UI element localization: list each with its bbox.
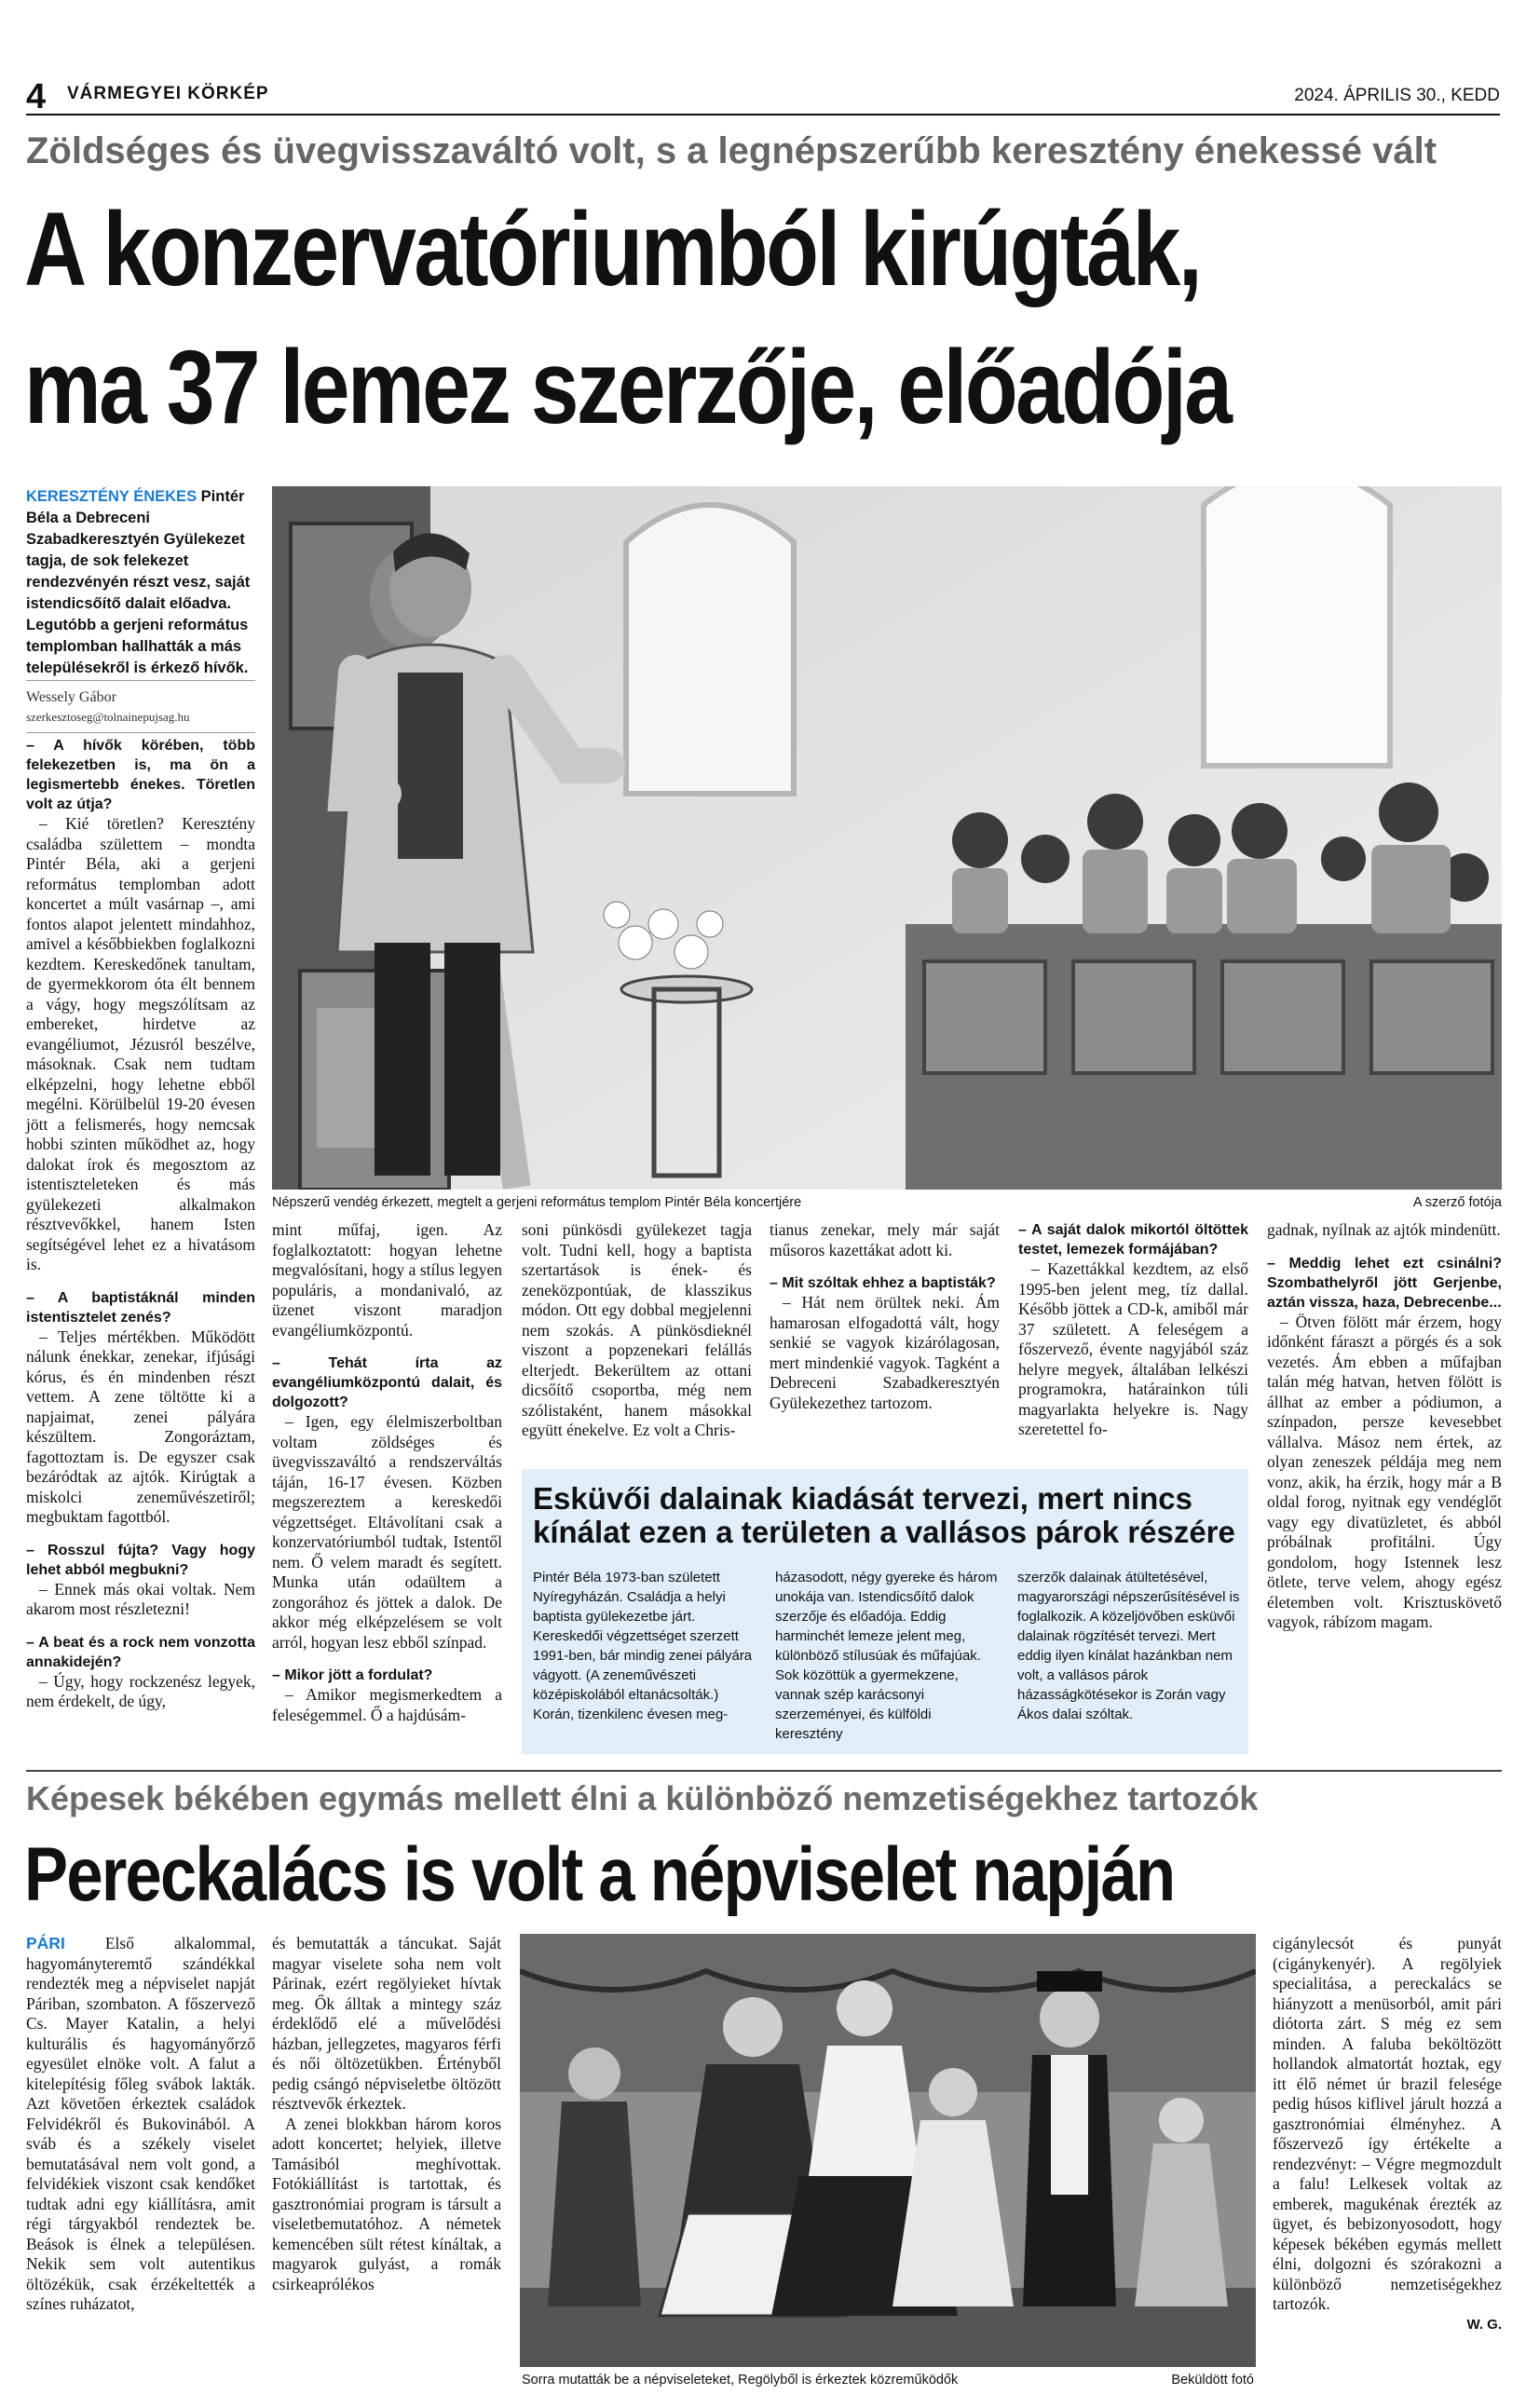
lead-label: KERESZTÉNY ÉNEKES [26,488,198,505]
interview-question: – Meddig lehet ezt csinálni? Szombathelyről jött Gerjenbe, aztán vissza, haza, Debrecenbe... [1267,1255,1502,1311]
interview-answer: – Kazettákkal kezdtem, az első 1995-ben jelent meg, tíz dallal. Később jöttek a CD-k, amiből már 37 született. A feleségem a főszervező, évente nagyjából száz helyre megyek, általában lelkészi programokra, határainkon túli magyarlakta helyekre is. Nagy szeretettel fo- [1018,1259,1248,1438]
article2-col2b-text: A zenei blokkban három koros adott koncertet; helyiek, illetve Tamásiból meghívottak. Fotókiállítást is tartottak, és gasztronómiai program is társult a viseletbemutatóhoz. A németek kemencében sült rétest kínáltak, a magyarok gulyást, a romák csirkeaprólékos [272,2114,501,2293]
lead-text: Pintér Béla a Debreceni Szabadkeresztyén Gyülekezet tagja, de sok felekezet rendezvényén részt vesz, saját istendicsőítő dalait előadva. Legutóbb a gerjeni református templomban hallhatták a más településekről is érkező hívők. [26,488,251,676]
interview-answer: – Úgy, hogy rockzenész legyek, nem érdekelt, de úgy, [26,1671,255,1710]
interview-question: – Mit szóltak ehhez a baptisták? [770,1275,996,1291]
interview-answer: gadnak, nyílnak az ajtók mindenütt. [1267,1220,1501,1239]
interview-question: – Rosszul fújta? Vagy hogy lehet abból megbukni? [26,1542,255,1578]
interview-answer: soni pünkösdi gyülekezet tagja volt. Tudni kell, hogy a baptista szertartások is ének- és zeneközpontúak, de klasszikus módon. Ott egy dobbal megjelenni nem szokás. A pünkösdieknél viszont a popzenekari felállás elterjedt. Bekerültem az ottani dicsőítő csoportba, még nem szólistaként, hanem másokkal együtt énekelve. Ez volt a Chris- [522,1220,752,1439]
interview-question: – Tehát írta az evangéliumközpontú dalait, és dolgozott? [272,1355,502,1410]
interview-answer: – Kié töretlen? Keresztény családba születtem – mondta Pintér Béla, aki a gerjeni református templomban adott koncertet a múlt vasárnap –, ami fontos alapot jelentett mindahhoz, amivel a későbbiekben foglalkozni kezdtem. Kereskedőnek tanultam, de gyermekkorom óta élt bennem a vágy, hogy megszólítsam az embereket, hirdetve az evangéliumot, Jézusról beszélve, másoknak. Csak nem tudtam elképzelni, hogy lehetne ebből megélni. Körülbelül 19-20 évesen jött a felismerés, hogy nemcsak hobbi szinten működhet az, hogy dalokat írok és megosztom az istentiszteleteken és más gyülekezeti alkalmakon résztvevőkkel, hanem Isten segítségével lehet ez a hivatásom is. [26,814,255,1273]
article1-column-5 [1018,1220,1248,1440]
article1-column-3 [522,1220,752,1441]
interview-answer: – Ötven fölött már érzem, hogy időnként fáraszt a pörgés és a sok vezetés. Ám ebben a műfajban talán még hatvan, hetven fölött is állhat az ember a pódiumon, a színpadon, persze kevesebbet vállalva. Másoz nem értek, az olyan zeneszek példája meg nem vonz, akik, ha érzik, hogy már a B oldal forog, nyitnak egy vendéglőt vagy egy divatüzletet, és abból próbálnak profitálni. Úgy gondolom, hogy Istennek lesz ötlete, terve velem, ahogy egész életemben volt. Krisztuskövető vagyok, rábízom magam. [1267,1312,1502,1631]
article2-col1-text: Első alkalommal, hagyományteremtő szándékkal rendezték meg a népviselet napját Páriban, szombaton. A főszervező Cs. Mayer Katalin, a helyi kulturális és hagyományőrző egyesület elnöke volt. A falut a kitelepítésig főleg svábok lakták. Azt követően érkeztek családok Felvidékről és Bukovinából. A sváb és a székely viselet bemutatásával nem volt gond, a felvidékiek viszont csak kendőket tudtak adni egy kiállításra, amit régi tárgyakból rendeztek be. Beások is élnek a településen. Nekik sem volt autentikus öltözékük, csak érzékeltették a színes ruházatot, [26,1934,255,2313]
interview-question: – A baptistáknál minden istentisztelet zenés? [26,1289,255,1326]
interview-answer: – Amikor megismerkedtem a feleségemmel. Ő a hajdúsám- [272,1685,502,1724]
interview-answer: mint műfaj, igen. Az foglalkoztatott: hogyan lehetne megvalósítani, hogy a stílus legyen populáris, a mondanivaló, az üzenet viszont maradjon evangéliumközpontú. [272,1220,502,1340]
folk-photo-caption: Sorra mutatták be a népviseleteket, Regölyből is érkeztek közreműködők [522,2373,959,2388]
concert-photo-image [272,486,1502,1190]
article2-column-3 [1273,1934,1502,2334]
folk-costume-photo-image [520,1934,1256,2367]
article2-kicker: Képesek békében egymás mellett élni a különböző nemzetiségekhez tartozók [26,1779,1259,1817]
article1-column-4 [770,1220,1000,1413]
article2-col3-text: cigánylecsót és punyát (cigánykenyér). A regölyiek specialitása, a pereckalács se hiányzott a menüsorból, amit pári diótorta zárt. S még ez sem minden. A faluba beköltözött hollandok almatortát hoztak, egy itt élő német úr brazil felesége pedig húsos kiflivel járult hozzá a gasztronómiai élményhez. A főszervező így értékelte a rendezvényt: – Végre megmozdult a falu! Lelkesek voltak az emberek, magukénak érezték az ügyet, és bebizonyosodott, hogy képesek békében egymás mellett élni, dolgozni és szórakozni a különböző nemzetiségekhez tartozók. [1273,1934,1502,2313]
article2-column-2 [272,1934,501,2294]
article1-column-2 [272,1220,502,1725]
concert-photo-credit: A szerző fotója [1412,1195,1502,1210]
interview-answer: – Hát nem örültek neki. Ám hamarosan elfogadottá vált, hogy senkié se vagyok kizárólagosan, mert mindenkié vagyok. Tagként a Debreceni Szabadkeresztyén Gyülekezethez tartozom. [770,1293,1000,1412]
article1-lead [26,486,255,679]
article2-signature: W. G. [1466,2316,1502,2333]
author: Wessely Gábor [26,689,116,705]
info-box-col2: házasodott, négy gyereke és három unokája van. Istendicsőítő dalok szerzője és előadója. Eddig harminchét lemeze jelent meg, különböző stílusúak és műfajúak. Sok közöttük a gyermekzene, vannak szép karácsonyi szerzeményei, és külföldi keresztény [775,1570,998,1742]
info-box [522,1469,1248,1754]
interview-answer: – Ennek más okai voltak. Nem akarom most részletezni! [26,1579,255,1618]
interview-question: – A saját dalok mikortól öltöttek testet, lemezek formájában? [1018,1222,1248,1258]
interview-question: – Mikor jött a fordulat? [272,1667,433,1683]
article1-column-6 [1267,1220,1502,1633]
author-email: szerkesztoseg@tolnainepujsag.hu [26,710,190,724]
interview-question: – A hívők körében, több felekezetben is, ma ön a legismertebb énekes. Töretlen volt az útja? [26,738,255,812]
interview-answer: – Igen, egy élelmiszerboltban voltam zöldséges és üvegvisszaváltó a rendszerváltás táján, 16-17 évesen. Közben megszereztem a kereskedői végzettséget. Eltávolítani csak a konzervatóriumból tudtak, Istentől nem. Ő velem maradt és segített. Munka után odaültem a zongorához és jöttek a dalok. De akkor még elképzelésem se volt arról, hogyan lesz ebből színpad. [272,1412,502,1652]
concert-photo-caption: Népszerű vendég érkezett, megtelt a gerjeni református templom Pintér Béla koncertjére [272,1195,802,1210]
info-box-title: Esküvői dalainak kiadását tervezi, mert nincs kínálat ezen a területen a vallásos párok részére [533,1481,1235,1549]
page-number: 4 [26,77,47,116]
concert-photo [272,486,1502,1190]
article1-kicker: Zöldséges és üvegvisszaváltó volt, s a legnépszerűbb keresztény énekessé vált [26,130,1437,171]
section-title: VÁRMEGYEI KÖRKÉP [67,84,269,103]
interview-answer: tianus zenekar, mely már saját műsoros kazettákat adott ki. [770,1220,1000,1259]
article2-column-1 [26,1934,255,2315]
interview-answer: – Teljes mértékben. Működött nálunk énekkar, zenekar, ifjúsági kórus, és én mindenben részt vettem. A zene töltötte ki a napjaimat, zenei pályára készültem. Zongoráztam, fagottoztam is. De egyszer csak bezáródtak az ajtók. Kirúgtak a miskolci zeneművészetiről; megbuktam fagottból. [26,1326,255,1526]
article-divider [26,1770,1502,1772]
byline-divider [26,732,255,733]
info-box-col3: szerzők dalainak átültetésével, magyarországi népszerűsítésével is foglalkozik. A közeljövőben esküvői dalainak rögzítését tervezi. Mert eddig ilyen kínálat hazánkban nem volt, a vallásos párok házasságkötésekor is Zorán vagy Ákos dalai szóltak. [1017,1570,1240,1722]
info-box-col1: Pintér Béla 1973-ban született Nyíregyházán. Családja a helyi baptista gyülekezetbe járt. Kereskedői végzettséget szerzett 1991-ben, bár mindig zenei pályára vágyott. (A zeneművészeti középiskolából eltanácsolták.) Korán, tizenkilenc évesen meg- [533,1570,753,1722]
article2-col2a-text: és bemutatták a táncukat. Saját magyar viselete soha nem volt Párinak, ezért regölyieket hívtak meg. Ők álltak a mintegy száz érdeklődő elé a művelődési házban, jellegzetes, magyaros férfi és női öltözetükben. Értényből pedig csángó népviseletbe öltözött résztvevők érkeztek. [272,1934,501,2113]
article1-headline-line2: ma 37 lemez szerzője, előadója [24,329,1231,445]
article2-lead-label: PÁRI [26,1934,65,1952]
article2-headline: Pereckalács is volt a népviselet napján [24,1832,1175,1917]
folk-photo-credit: Beküldött fotó [1171,2373,1254,2388]
article1-headline-line1: A konzervatóriumból kirúgták, [24,191,1201,307]
interview-question: – A beat és a rock nem vonzotta annakidején? [26,1634,255,1670]
lead-divider [26,680,255,681]
folk-costume-photo [520,1934,1256,2367]
article1-column-1 [26,736,255,1712]
issue-date: 2024. ÁPRILIS 30., KEDD [1294,86,1500,105]
page-header [26,78,1500,116]
